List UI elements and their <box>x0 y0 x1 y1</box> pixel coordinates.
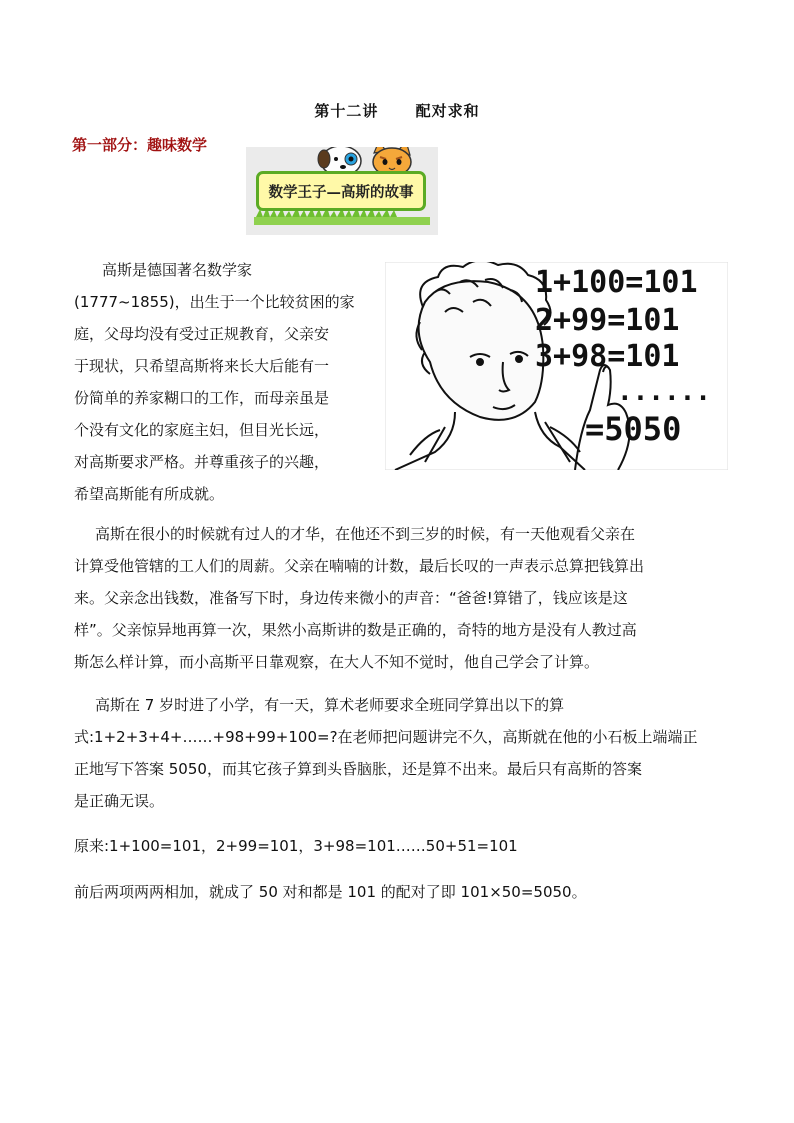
intro-line: 高斯是德国著名数学家 <box>102 261 253 279</box>
intro-line: 庭，父母均没有受过正规教育，父亲安 <box>74 325 330 343</box>
pair-list: 原来:1+100=101，2+99=101，3+98=101……50+51=101 <box>74 837 518 855</box>
intro-line: (1777~1855)，出生于一个比较贫困的家 <box>74 293 355 311</box>
story-line: 正地写下答案 5050，而其它孩子算到头昏脑胀，还是算不出来。最后只有高斯的答案 <box>74 760 642 778</box>
equation-1: 1+100=101 <box>535 265 698 300</box>
story-line: 来。父亲念出钱数，准备写下时，身边传来微小的声音：“爸爸!算错了，钱应该是这 <box>74 589 628 607</box>
intro-line: 对高斯要求严格。并尊重孩子的兴趣， <box>74 453 330 471</box>
story-line: 高斯在很小的时候就有过人的才华，在他还不到三岁的时候，有一天他观看父亲在 <box>95 525 636 543</box>
banner-sign: 数学王子—高斯的故事 <box>256 171 426 211</box>
intro-line: 个没有文化的家庭主妇，但目光长远， <box>74 421 330 439</box>
page-title: 第十二讲 配对求和 <box>314 102 480 120</box>
story-line: 是正确无误。 <box>74 792 165 810</box>
story-line: 高斯在 7 岁时进了小学，有一天，算术老师要求全班同学算出以下的算 <box>95 696 565 714</box>
section-heading: 第一部分：趣味数学 <box>72 136 208 154</box>
story-line: 计算受他管辖的工人们的周薪。父亲在喃喃的计数，最后长叹的一声表示总算把钱算出 <box>74 557 645 575</box>
story-banner <box>246 147 438 235</box>
story-line: 样”。父亲惊异地再算一次，果然小高斯讲的数是正确的，奇特的地方是没有人教过高 <box>74 621 637 639</box>
equation-total: =5050 <box>585 410 682 448</box>
intro-line: 希望高斯能有所成就。 <box>74 485 225 503</box>
equation-2: 2+99=101 <box>535 303 680 338</box>
equation-dots: ...... <box>617 377 711 407</box>
intro-line: 份简单的养家糊口的工作，而母亲虽是 <box>74 389 330 407</box>
intro-line: 于现状，只希望高斯将来长大后能有一 <box>74 357 330 375</box>
conclusion: 前后两项两两相加，就成了 50 对和都是 101 的配对了即 101×50=5050。 <box>74 883 587 901</box>
equation-3: 3+98=101 <box>535 339 680 374</box>
story-line: 斯怎么样计算，而小高斯平日靠观察，在大人不知不觉时，他自己学会了计算。 <box>74 653 600 671</box>
story-line: 式:1+2+3+4+……+98+99+100=?在老师把问题讲完不久，高斯就在他的小石板上端端正 <box>74 728 698 746</box>
gauss-illustration <box>385 262 728 470</box>
